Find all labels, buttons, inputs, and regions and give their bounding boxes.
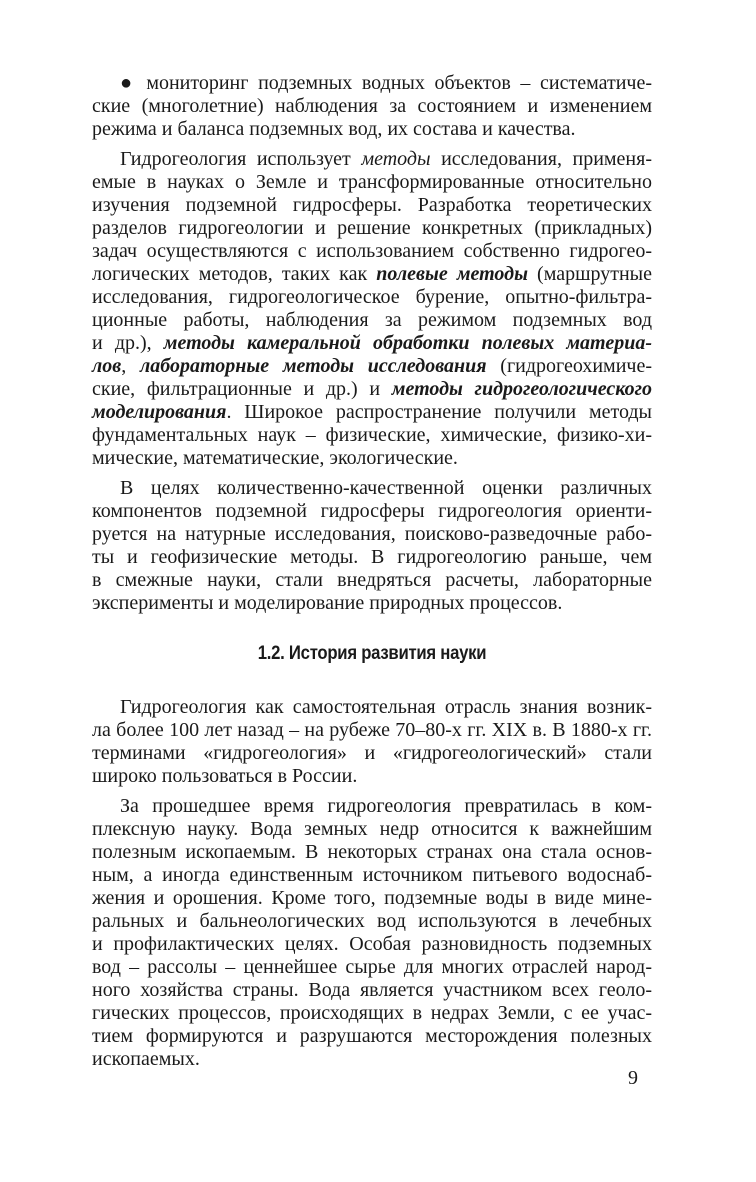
text-line	[92, 592, 652, 615]
text-line	[92, 72, 652, 95]
text-line	[92, 841, 652, 864]
text-line	[92, 217, 652, 240]
paragraph	[92, 795, 652, 1071]
emphasized-text: методы гидрогеологического	[391, 378, 653, 400]
text-run: (маршрутные	[527, 263, 652, 285]
paragraph	[92, 477, 652, 615]
text-line	[92, 240, 652, 263]
text-line	[92, 332, 652, 355]
text-run: терминами «гидрогеология» и «гидрогеологический» стали	[92, 742, 652, 764]
text-run: ● мониторинг подземных водных объектов – систематиче-	[120, 72, 652, 94]
text-line	[92, 818, 652, 841]
emphasized-text: методы камеральной обработки полевых материа-	[163, 332, 652, 354]
text-run: задач осуществляются с использованием собственно гидрогео-	[92, 240, 652, 262]
text-run: . Широкое распространение получили методы	[226, 401, 652, 423]
text-line	[92, 933, 652, 956]
text-run: ские (многолетние) наблюдения за состоянием и изменением	[92, 95, 652, 117]
text-run: ла более 100 лет назад – на рубеже 70–80-х гг. XIX в. В 1880-х гг.	[92, 719, 652, 741]
text-line	[92, 546, 652, 569]
text-run: руется на натурные исследования, поисково-разведочные рабо-	[92, 523, 652, 545]
text-line	[92, 765, 652, 788]
text-run: вод – рассолы – ценнейшее сырье для многих отраслей народ-	[92, 956, 652, 978]
text-run: тием формируются и разрушаются месторождения полезных	[92, 1025, 652, 1047]
text-run: плексную науку. Вода земных недр относится к важнейшим	[92, 818, 652, 840]
text-run: исследования, применя-	[430, 148, 652, 170]
text-line	[92, 569, 652, 592]
text-run: ты и геофизические методы. В гидрогеологию раньше, чем	[92, 546, 652, 568]
text-line	[92, 1002, 652, 1025]
text-run: эксперименты и моделирование природных процессов.	[92, 592, 563, 614]
text-line	[92, 523, 652, 546]
section-heading: 1.2. История развития науки	[257, 643, 487, 664]
text-line	[92, 309, 652, 332]
text-run: разделов гидрогеологии и решение конкретных (прикладных)	[92, 217, 652, 239]
text-line	[92, 719, 652, 742]
text-line	[92, 401, 652, 424]
text-line	[92, 378, 652, 401]
text-line	[92, 286, 652, 309]
text-run: Гидрогеология как самостоятельная отрасль знания возник-	[120, 696, 652, 718]
text-run: в смежные науки, стали внедряться расчеты, лабораторные	[92, 569, 652, 591]
text-run: и др.),	[92, 332, 164, 354]
text-line	[92, 795, 652, 818]
text-run: В целях количественно-качественной оценки различных	[120, 477, 652, 499]
text-line	[92, 424, 652, 447]
text-run: режима и баланса подземных вод, их состава и качества.	[92, 118, 576, 140]
text-section-before-heading	[92, 72, 652, 615]
emphasized-text: лабораторные методы исследования	[139, 355, 487, 377]
text-line	[92, 864, 652, 887]
text-line	[92, 263, 652, 286]
text-run: мические, математические, экологические.	[92, 447, 458, 469]
text-run: (гидрогеохимиче-	[486, 355, 653, 377]
text-line	[92, 118, 652, 141]
text-line	[92, 148, 652, 171]
emphasized-text: моделирования	[92, 401, 227, 423]
paragraph	[92, 72, 652, 141]
text-line	[92, 194, 652, 217]
text-line	[92, 910, 652, 933]
text-line	[92, 355, 652, 378]
text-line	[92, 1048, 652, 1071]
text-line	[92, 477, 652, 500]
text-line	[92, 95, 652, 118]
emphasized-text: полевые методы	[376, 263, 528, 285]
text-line	[92, 887, 652, 910]
text-run: Гидрогеология использует	[120, 148, 362, 170]
text-section-after-heading	[92, 696, 652, 1071]
text-line	[92, 1025, 652, 1048]
page-number: 9	[628, 1067, 638, 1089]
text-run: ционные работы, наблюдения за режимом подземных вод	[92, 309, 652, 331]
text-run: исследования, гидрогеологическое бурение, опытно-фильтра-	[92, 286, 652, 308]
text-line	[92, 696, 652, 719]
text-run: ,	[121, 355, 140, 377]
text-run: емые в науках о Земле и трансформированные относительно	[92, 171, 652, 193]
emphasized-text: лов	[92, 355, 122, 377]
text-run: ным, а иногда единственным источником питьевого водоснаб-	[92, 864, 652, 886]
text-line	[92, 979, 652, 1002]
text-run: ральных и бальнеологических вод используются в лечебных	[92, 910, 652, 932]
text-line	[92, 742, 652, 765]
text-run: полезным ископаемым. В некоторых странах она стала основ-	[92, 841, 652, 863]
text-run: широко пользоваться в России.	[92, 765, 358, 787]
text-line	[92, 500, 652, 523]
text-run: и профилактических целях. Особая разновидность подземных	[92, 933, 652, 955]
text-line	[92, 171, 652, 194]
emphasized-text: методы	[361, 148, 431, 170]
text-run: гических процессов, происходящих в недрах Земли, с ее учас-	[92, 1002, 652, 1024]
paragraph	[92, 696, 652, 788]
text-run: компонентов подземной гидросферы гидрогеология ориенти-	[92, 500, 652, 522]
text-run: логических методов, таких как	[92, 263, 377, 285]
text-line	[92, 956, 652, 979]
text-run: ские, фильтрационные и др.) и	[92, 378, 392, 400]
paragraph	[92, 148, 652, 470]
text-run: жения и орошения. Кроме того, подземные воды в виде мине-	[92, 887, 652, 909]
text-run: фундаментальных наук – физические, химические, физико-хи-	[92, 424, 652, 446]
text-run: ископаемых.	[92, 1048, 200, 1070]
page-body	[92, 72, 652, 1078]
text-line	[92, 447, 652, 470]
text-run: За прошедшее время гидрогеология превратилась в ком-	[120, 795, 652, 817]
text-run: ного хозяйства страны. Вода является участником всех геоло-	[92, 979, 652, 1001]
text-run: изучения подземной гидросферы. Разработка теоретических	[92, 194, 652, 216]
